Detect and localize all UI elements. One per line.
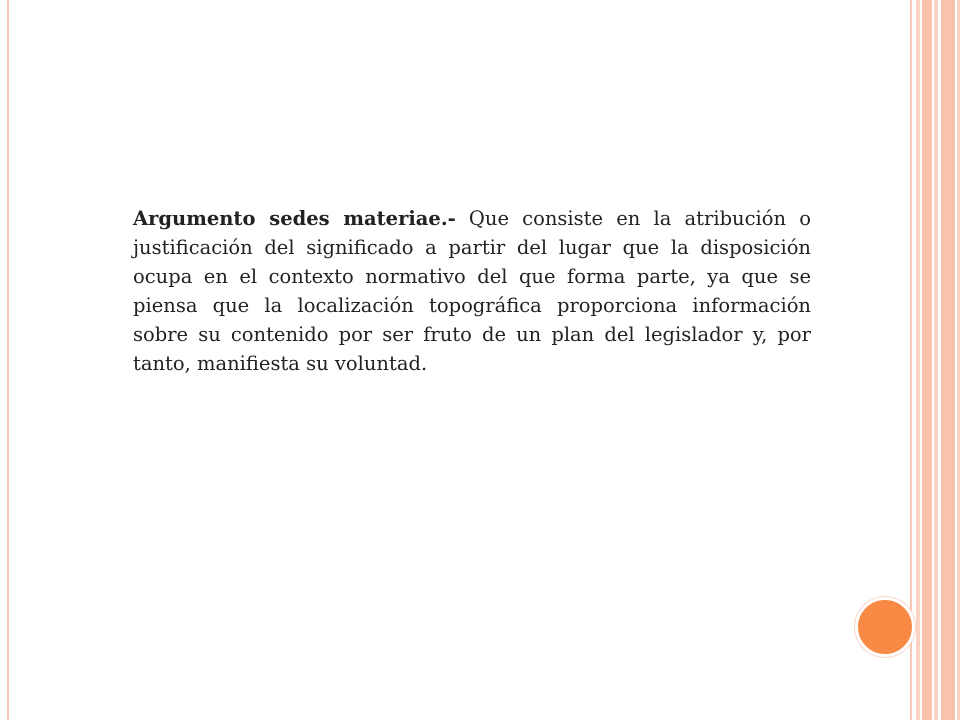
accent-circle [855, 597, 915, 657]
decorative-stripe [916, 0, 920, 720]
decorative-stripe [922, 0, 932, 720]
lead-term: Argumento sedes materiae.- [133, 207, 456, 230]
slide-body-paragraph [133, 204, 811, 378]
decorative-stripe [941, 0, 955, 720]
body-text: Que consiste en la atribución o justificación del significado a partir del lugar que la disposición ocupa en el contexto normativo del que forma parte, ya que se piensa que la localización topográfica proporciona información sobre su contenido por ser fruto de un plan del legislador y, por tanto, manifiesta su voluntad. [133, 207, 812, 375]
decorative-stripe [934, 0, 938, 720]
